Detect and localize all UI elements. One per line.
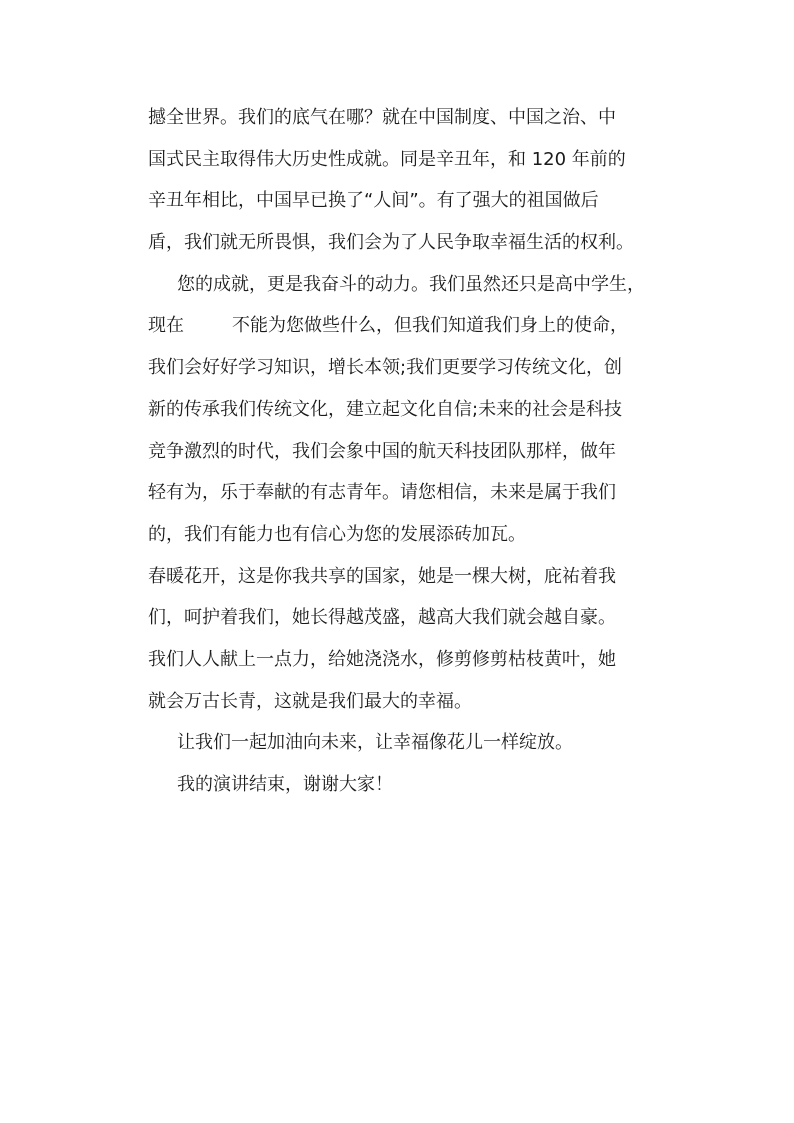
text-line: 竞争激烈的时代，我们会象中国的航天科技团队那样，做年 bbox=[148, 440, 616, 462]
text-fragment: 现在 bbox=[148, 315, 184, 337]
text-line: 新的传承我们传统文化，建立起文化自信;未来的社会是科技 bbox=[148, 398, 623, 420]
text-line: 辛丑年相比，中国早已换了“人间”。有了强大的祖国做后 bbox=[148, 190, 599, 212]
text-line: 撼全世界。我们的底气在哪？就在中国制度、中国之治、中 bbox=[148, 107, 616, 128]
text-line: 就会万古长青，这就是我们最大的幸福。 bbox=[148, 690, 472, 712]
speech-text bbox=[148, 103, 680, 812]
text-line: 们，呵护着我们，她长得越茂盛，越高大我们就会越自豪。 bbox=[148, 607, 616, 629]
text-fragment: 不能为您做些什么，但我们知道我们身上的使命， bbox=[232, 315, 628, 337]
text-line: 的，我们有能力也有信心为您的发展添砖加瓦。 bbox=[148, 523, 526, 545]
paragraph-start-line: 您的成就，更是我奋斗的动力。我们虽然还只是高中学生， bbox=[177, 273, 645, 295]
text-line: 轻有为，乐于奉献的有志青年。请您相信，未来是属于我们 bbox=[148, 482, 616, 504]
text-line: 我们人人献上一点力，给她浇浇水，修剪修剪枯枝黄叶，她 bbox=[148, 648, 616, 670]
paragraph-start-line: 让我们一起加油向未来，让幸福像花儿一样绽放。 bbox=[177, 732, 573, 754]
paragraph-start-line: 春暖花开，这是你我共享的国家，她是一棵大树，庇祐着我 bbox=[148, 565, 616, 587]
text-line: 我们会好好学习知识，增长本领;我们更要学习传统文化，创 bbox=[148, 357, 623, 379]
text-line bbox=[148, 311, 680, 353]
closing-line: 我的演讲结束，谢谢大家！ bbox=[177, 774, 393, 795]
text-line: 国式民主取得伟大历史性成就。同是辛丑年，和 120 年前的 bbox=[148, 148, 626, 170]
text-line: 盾，我们就无所畏惧，我们会为了人民争取幸福生活的权利。 bbox=[148, 232, 634, 254]
